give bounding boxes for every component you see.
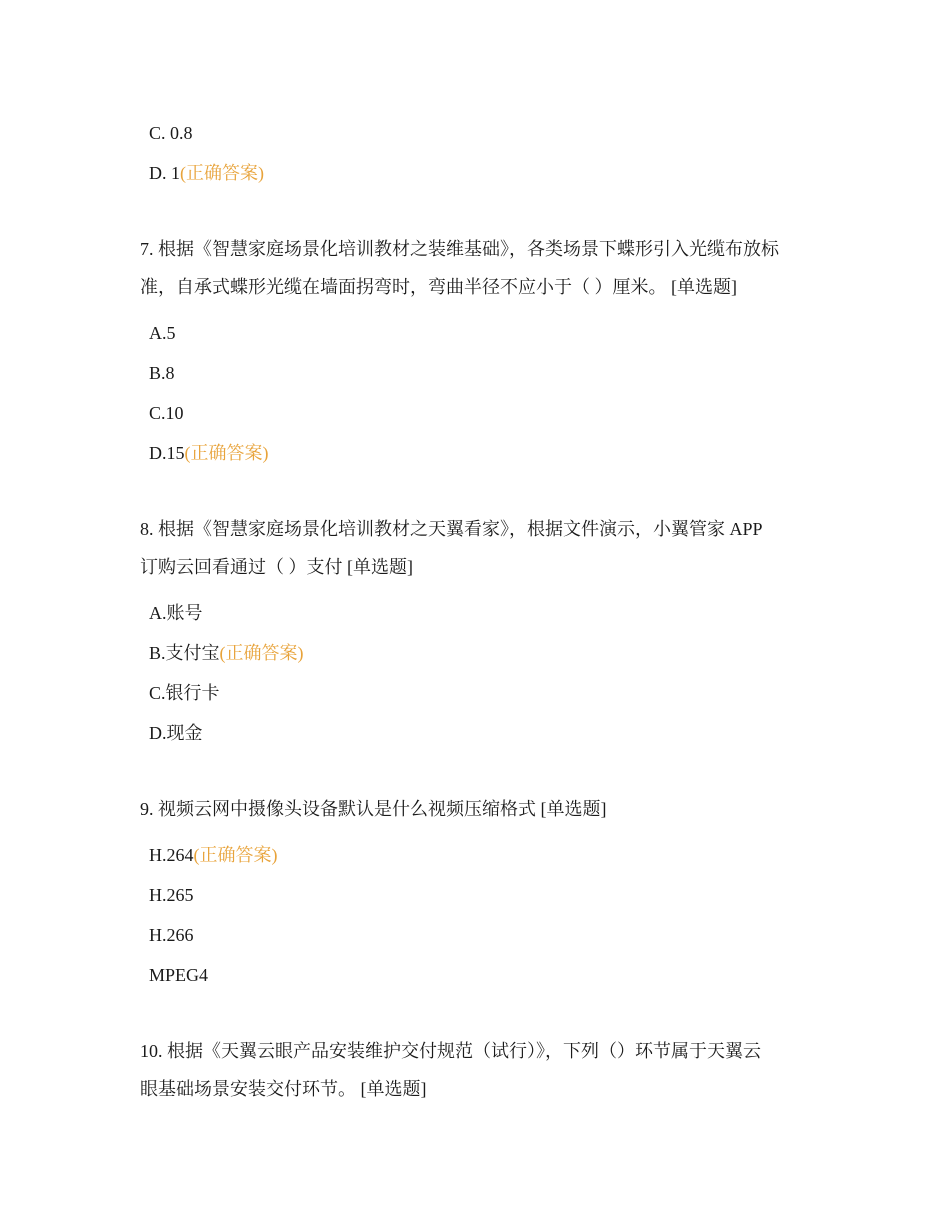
question-10-stem-line-1: 10. 根据《天翼云眼产品安装维护交付规范（试行）》，下列（）环节属于天翼云 xyxy=(140,1041,761,1061)
option-text: C.银行卡 xyxy=(149,683,220,703)
option-text: H.264 xyxy=(149,845,194,865)
question-7-stem-line-2: 准，自承式蝶形光缆在墙面拐弯时，弯曲半径不应小于（ ）厘米。 [单选题] xyxy=(140,277,737,297)
option-text: D. 1 xyxy=(149,163,180,183)
question-8-stem-line-1: 8. 根据《智慧家庭场景化培训教材之天翼看家》，根据文件演示，小翼管家 APP xyxy=(140,519,763,539)
option-text: H.265 xyxy=(149,885,194,905)
question-8-stem-line-2: 订购云回看通过（ ）支付 [单选题] xyxy=(140,557,413,577)
option-text: A.5 xyxy=(149,323,176,343)
correct-answer-mark: (正确答案) xyxy=(184,443,269,463)
option-q6-c xyxy=(149,121,193,145)
option-q9-h266 xyxy=(149,923,194,947)
correct-answer-mark: (正确答案) xyxy=(180,163,264,183)
option-text: A.账号 xyxy=(149,603,203,623)
correct-answer-mark: (正确答案) xyxy=(193,845,278,865)
option-text: D.现金 xyxy=(149,723,203,743)
option-q9-h264 xyxy=(149,843,278,867)
option-q9-mpeg4 xyxy=(149,963,208,987)
option-q8-d xyxy=(149,721,203,745)
option-q8-c xyxy=(149,681,220,705)
question-10-stem-line-2: 眼基础场景安装交付环节。 [单选题] xyxy=(140,1079,427,1099)
option-text: B.8 xyxy=(149,363,175,383)
option-text: MPEG4 xyxy=(149,965,209,985)
correct-answer-mark: (正确答案) xyxy=(219,643,304,663)
option-q8-a xyxy=(149,601,203,625)
option-text: D.15 xyxy=(149,443,185,463)
option-q8-b xyxy=(149,641,304,665)
option-q9-h265 xyxy=(149,883,194,907)
option-q6-d xyxy=(149,161,264,185)
option-text: B.支付宝 xyxy=(149,643,220,663)
question-7-stem-line-1: 7. 根据《智慧家庭场景化培训教材之装维基础》，各类场景下蝶形引入光缆布放标 xyxy=(140,239,779,259)
option-q7-a xyxy=(149,321,176,345)
option-q7-c xyxy=(149,401,184,425)
option-q7-b xyxy=(149,361,175,385)
question-9-stem-line-1: 9. 视频云网中摄像头设备默认是什么视频压缩格式 [单选题] xyxy=(140,799,607,819)
option-q7-d xyxy=(149,441,269,465)
option-text: C.10 xyxy=(149,403,184,423)
option-text: H.266 xyxy=(149,925,194,945)
option-text: C. 0.8 xyxy=(149,123,193,143)
